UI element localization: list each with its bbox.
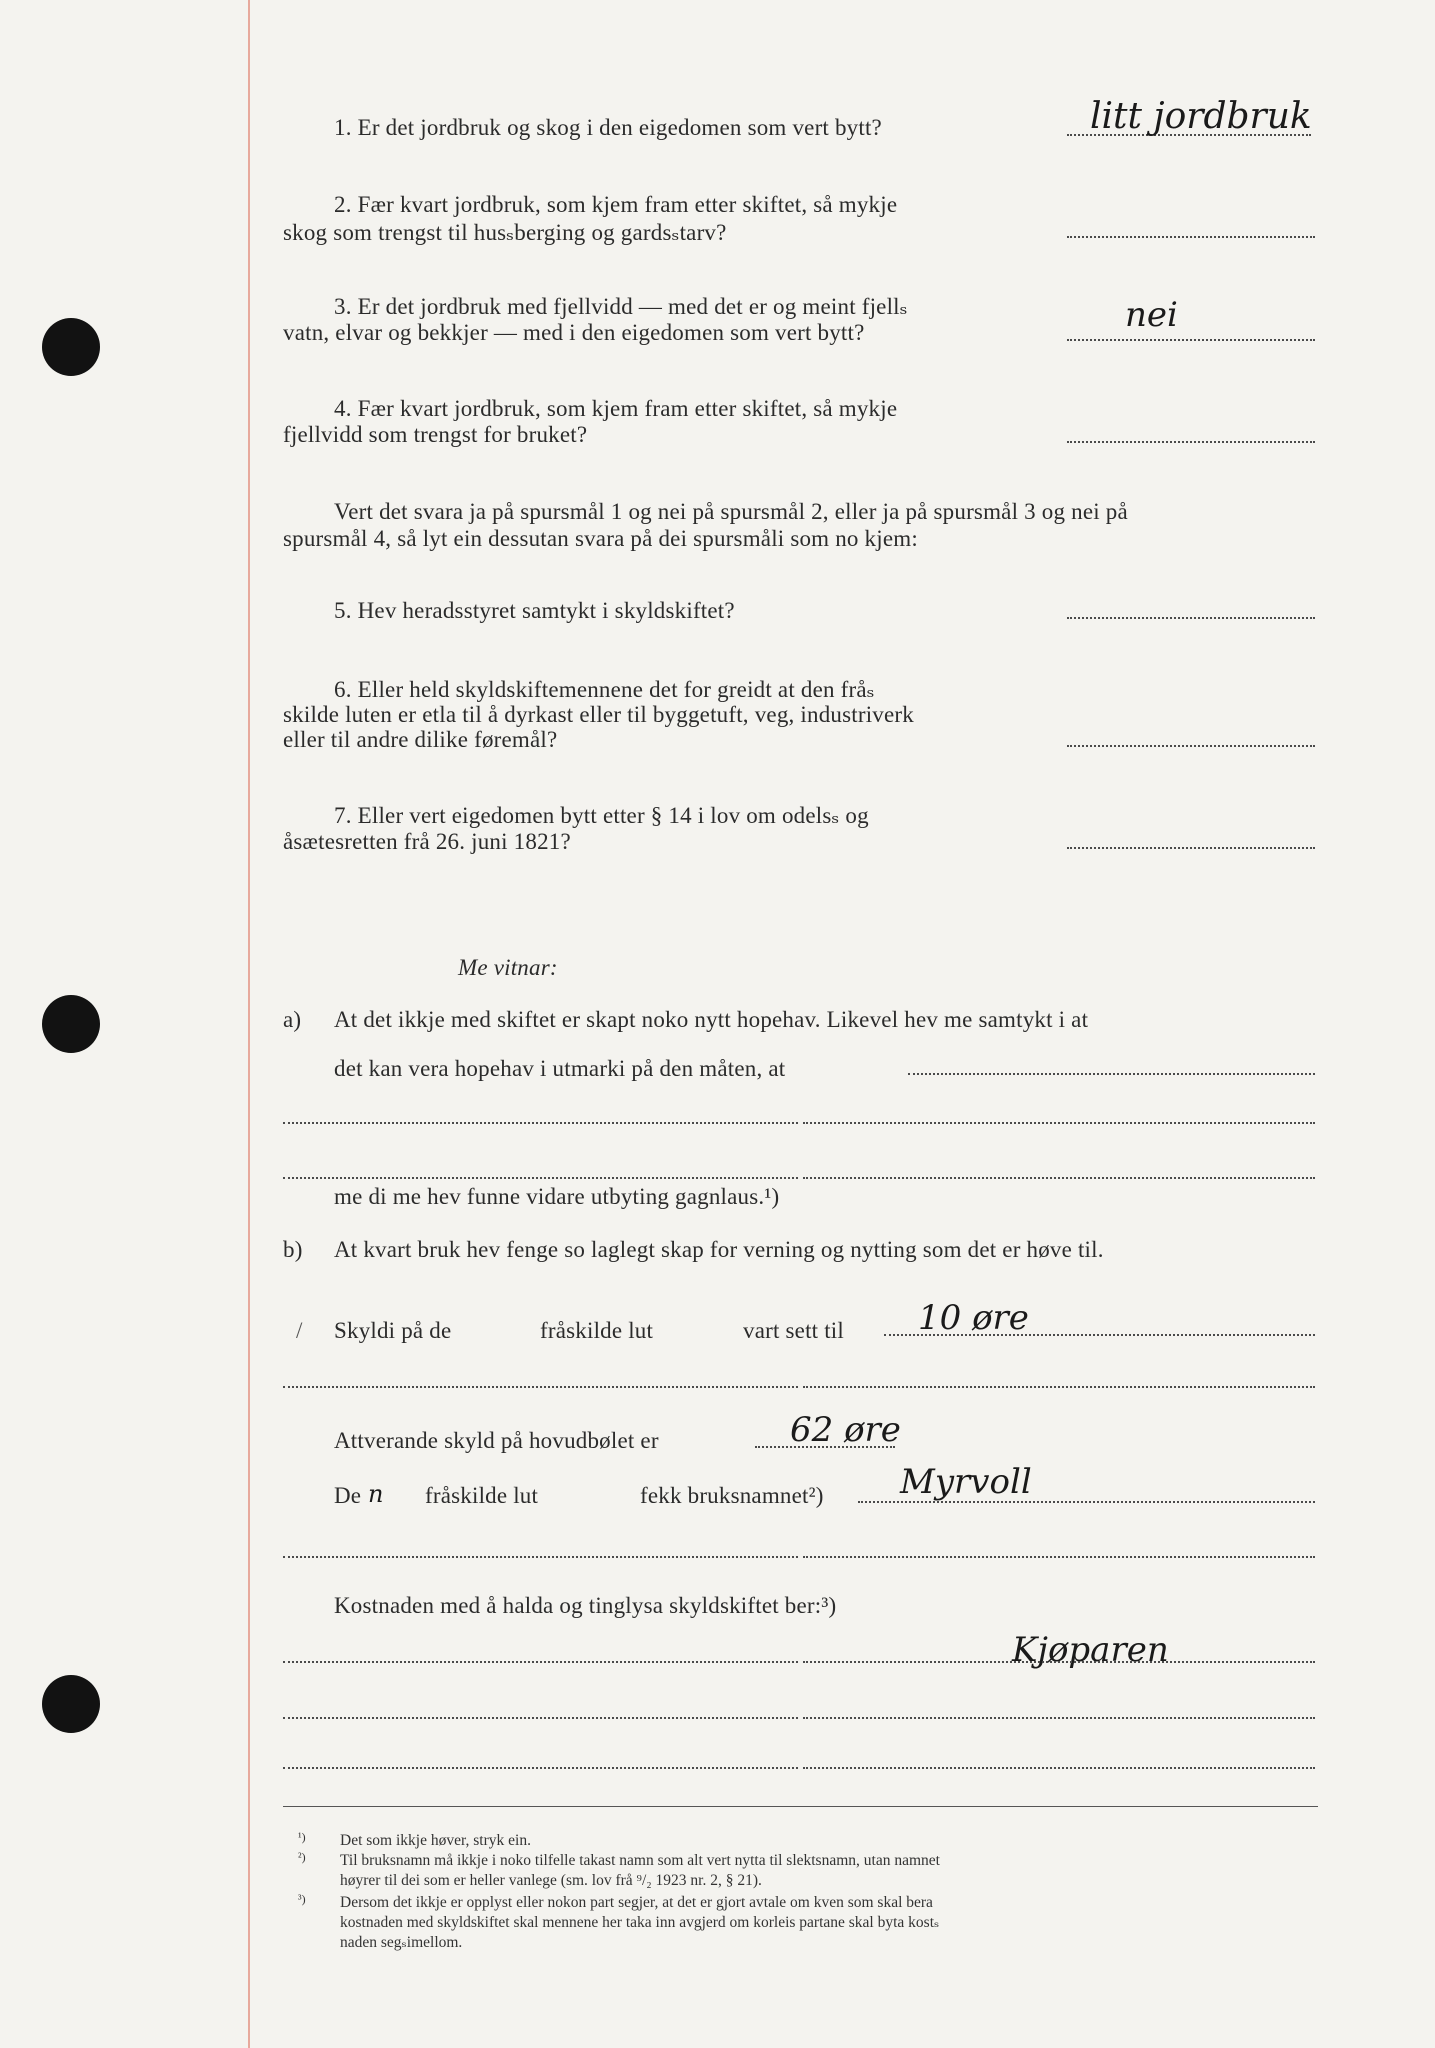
name-label-1: De xyxy=(334,1483,362,1508)
cost-fill-line-2b[interactable] xyxy=(803,1717,1315,1719)
remaining-value-handwriting: 62 øre xyxy=(790,1410,901,1450)
cost-fill-line-1b[interactable] xyxy=(803,1661,1315,1663)
footnote-3-line-2: kostnaden med skyldskiftet skal mennene her taka inn avgjerd om korleis partane skal byta kostₛ xyxy=(340,1914,940,1931)
footnote-3-line-1: Dersom det ikkje er opplyst eller nokon part segjer, at det er gjort avtale om kven som skal bera xyxy=(340,1894,933,1911)
cost-fill-line-2a[interactable] xyxy=(283,1717,798,1719)
question-4-line-2: fjellvidd som trengst for bruket? xyxy=(283,422,588,447)
question-1: 1. Er det jordbruk og skog i den eigedomen som vert bytt? xyxy=(334,115,882,140)
name-value-handwriting: Myrvoll xyxy=(900,1462,1032,1502)
footnote-3-line-3: naden segₛimellom. xyxy=(340,1934,463,1951)
question-4-line-1: 4. Fær kvart jordbruk, som kjem fram etter skiftet, så mykje xyxy=(334,396,898,421)
witness-heading: Me vitnar: xyxy=(458,955,558,980)
answer-line-7[interactable] xyxy=(1067,847,1315,849)
footnote-3-mark: ³) xyxy=(298,1892,306,1906)
margin-line xyxy=(248,0,250,2048)
witness-a-fill-line-2a[interactable] xyxy=(283,1122,798,1124)
witness-a-fill-line-3a[interactable] xyxy=(283,1177,798,1179)
remaining-label: Attverande skyld på hovudbølet er xyxy=(334,1428,659,1453)
punch-hole-top xyxy=(42,318,100,376)
question-6-line-3: eller til andre dilike føremål? xyxy=(283,727,558,752)
witness-b-label: b) xyxy=(283,1237,303,1262)
witness-a-fill-line-2b[interactable] xyxy=(803,1122,1315,1124)
footnote-2-line-2: høyrer til dei som er heller vanlege (sm. lov frå ⁹/₂ 1923 nr. 2, § 21). xyxy=(340,1872,762,1889)
name-fill-line-b[interactable] xyxy=(803,1556,1315,1558)
witness-a-fill-line-1[interactable] xyxy=(908,1073,1315,1075)
skyld-mark: / xyxy=(296,1318,303,1343)
skyld-label-3: vart sett til xyxy=(743,1318,844,1343)
question-2-line-1: 2. Fær kvart jordbruk, som kjem fram etter skiftet, så mykje xyxy=(334,192,898,217)
question-5: 5. Hev heradsstyret samtykt i skyldskiftet? xyxy=(334,598,735,623)
intro-line-2: spursmål 4, så lyt ein dessutan svara på dei spursmåli som no kjem: xyxy=(283,526,918,551)
cost-fill-line-1a[interactable] xyxy=(283,1661,798,1663)
cost-fill-line-3a[interactable] xyxy=(283,1767,798,1769)
skyld-fill-line-b[interactable] xyxy=(803,1386,1315,1388)
skyld-fill-line-a[interactable] xyxy=(283,1386,798,1388)
name-label-3: fekk bruksnamnet²) xyxy=(640,1483,824,1508)
question-7-line-1: 7. Eller vert eigedomen bytt etter § 14 i lov om odelsₛ og xyxy=(334,803,869,828)
question-2-line-2: skog som trengst til husₛberging og gardsₛtarv? xyxy=(283,220,727,245)
name-fill-line-a[interactable] xyxy=(283,1556,798,1558)
witness-a-fill-line-3b[interactable] xyxy=(803,1177,1315,1179)
footnote-2-line-1: Til bruksnamn må ikkje i noko tilfelle takast namn som alt vert nytta til slektsnamn, utan namnet xyxy=(340,1852,940,1869)
footnote-rule xyxy=(283,1806,1318,1807)
answer-1-handwriting: litt jordbruk xyxy=(1090,96,1312,137)
answer-line-6[interactable] xyxy=(1067,745,1315,747)
cost-label: Kostnaden med å halda og tinglysa skyldskiftet ber:³) xyxy=(334,1593,837,1618)
witness-a-line-3: me di me hev funne vidare utbyting gagnlaus.¹) xyxy=(334,1184,780,1209)
name-label-1-handwriting: n xyxy=(368,1480,384,1508)
skyld-label-2: fråskilde lut xyxy=(540,1318,654,1343)
question-3-line-1: 3. Er det jordbruk med fjellvidd — med det er og meint fjellₛ xyxy=(334,294,908,319)
witness-b-line: At kvart bruk hev fenge so laglegt skap for verning og nytting som det er høve til. xyxy=(334,1237,1104,1262)
skyld-label-1: Skyldi på de xyxy=(334,1318,452,1343)
question-7-line-2: åsætesretten frå 26. juni 1821? xyxy=(283,829,571,854)
answer-3-handwriting: nei xyxy=(1125,295,1178,335)
question-6-line-1: 6. Eller held skyldskiftemennene det for greidt at den fråₛ xyxy=(334,677,875,702)
footnote-2-mark: ²) xyxy=(298,1850,306,1864)
name-label-2: fråskilde lut xyxy=(425,1483,539,1508)
footnote-1-mark: ¹) xyxy=(298,1830,306,1844)
answer-line-5[interactable] xyxy=(1067,617,1315,619)
skyld-value-handwriting: 10 øre xyxy=(918,1298,1029,1338)
witness-a-line-1: At det ikkje med skiftet er skapt noko nytt hopehav. Likevel hev me samtykt i at xyxy=(334,1007,1089,1032)
cost-value-handwriting: Kjøparen xyxy=(1012,1630,1169,1670)
answer-line-3[interactable] xyxy=(1067,339,1315,341)
witness-a-label: a) xyxy=(283,1007,302,1032)
answer-line-2[interactable] xyxy=(1067,236,1315,238)
footnote-1-line-1: Det som ikkje høver, stryk ein. xyxy=(340,1832,531,1849)
intro-line-1: Vert det svara ja på spursmål 1 og nei på spursmål 2, eller ja på spursmål 3 og nei på xyxy=(334,499,1128,524)
answer-line-4[interactable] xyxy=(1067,441,1315,443)
witness-a-line-2: det kan vera hopehav i utmarki på den måten, at xyxy=(334,1056,786,1081)
question-3-line-2: vatn, elvar og bekkjer — med i den eigedomen som vert bytt? xyxy=(283,320,865,345)
punch-hole-bottom xyxy=(42,1675,100,1733)
cost-fill-line-3b[interactable] xyxy=(803,1767,1315,1769)
question-6-line-2: skilde luten er etla til å dyrkast eller til byggetuft, veg, industriverk xyxy=(283,702,914,727)
punch-hole-middle xyxy=(42,995,100,1053)
